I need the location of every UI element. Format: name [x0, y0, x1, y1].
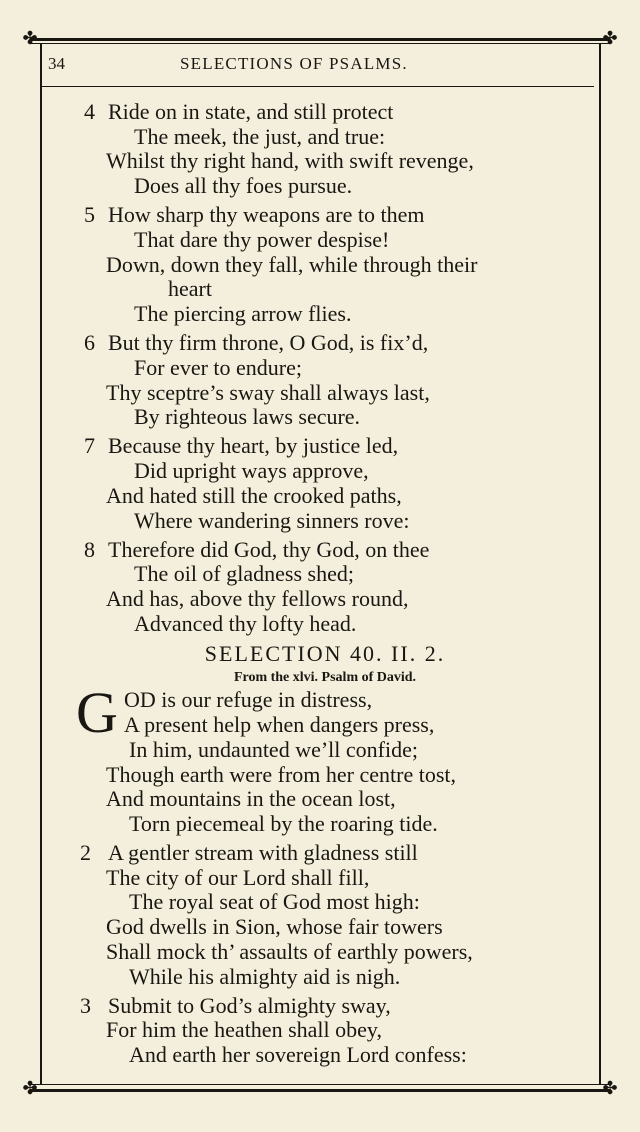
page-header	[40, 50, 600, 80]
verse-number: 4	[84, 99, 95, 124]
drop-cap: G	[76, 680, 118, 746]
stanza-5	[40, 203, 600, 326]
selection-stanza-2	[40, 841, 600, 989]
page-number: 34	[48, 54, 65, 73]
verse-line: For him the heathen shall obey,	[106, 1017, 382, 1043]
stanza-8	[40, 538, 600, 637]
verse-line	[40, 841, 600, 866]
stanza-6	[40, 331, 600, 430]
verse-line: Did upright ways approve,	[134, 458, 369, 484]
verse-line: The oil of gladness shed;	[134, 561, 354, 587]
verse-line: Advanced thy lofty head.	[134, 610, 357, 636]
bottom-border-rule	[30, 1089, 610, 1092]
top-border-thin-rule	[30, 43, 610, 44]
running-title: SELECTIONS OF PSALMS.	[180, 54, 408, 73]
selection-heading: SELECTION 40. II. 2.	[204, 641, 446, 667]
verse-line: The royal seat of God most high:	[129, 889, 420, 915]
verse-line: Does all thy foes pursue.	[134, 173, 353, 199]
verse-line: Whilst thy right hand, with swift revenge,	[106, 148, 474, 174]
selection-subheading: From the xlvi. Psalm of David.	[233, 670, 417, 686]
verse-line: Though earth were from her centre tost,	[106, 761, 457, 787]
verse-number: 7	[84, 433, 95, 459]
verse-line	[40, 100, 600, 125]
verse-line: The piercing arrow flies.	[134, 301, 352, 326]
selection-stanza-1	[40, 680, 600, 836]
selection-stanza-3	[40, 994, 600, 1068]
verse-line: That dare thy power despise!	[134, 226, 390, 252]
verse-text: A gentler stream with gladness still	[108, 840, 418, 866]
verse-line: Where wandering sinners rove:	[134, 507, 410, 533]
verse-line: While his almighty aid is nigh.	[129, 963, 401, 989]
verse-line	[40, 434, 600, 459]
verse-number: 3	[80, 992, 91, 1018]
verse-line	[40, 994, 600, 1019]
corner-ornament-icon: ✤	[602, 28, 618, 49]
verse-text: Therefore did God, thy God, on thee	[108, 536, 430, 562]
top-border-rule	[30, 38, 610, 41]
header-rule	[40, 86, 594, 87]
verse-line	[40, 331, 600, 356]
corner-ornament-icon: ✤	[22, 28, 38, 49]
verse-line: And hated still the crooked paths,	[106, 482, 402, 508]
verse-line: In him, undaunted we’ll confide;	[129, 736, 418, 762]
verse-text: Because thy heart, by justice led,	[108, 433, 399, 459]
bottom-border-thin-rule	[30, 1084, 610, 1085]
verse-line: A present help when dangers press,	[124, 712, 435, 738]
verse-number: 6	[84, 330, 95, 356]
verse-line: Down, down they fall, while through their	[106, 251, 478, 277]
verse-line: For ever to endure;	[134, 354, 302, 380]
verse-line: Torn piecemeal by the roaring tide.	[129, 810, 438, 836]
verse-text: Ride on in state, and still protect	[108, 99, 394, 124]
verse-number: 2	[80, 840, 91, 866]
corner-ornament-icon: ✤	[22, 1078, 38, 1099]
stanza-4	[40, 100, 600, 199]
corner-ornament-icon: ✤	[602, 1078, 618, 1099]
verse-line: Thy sceptre’s sway shall always last,	[106, 379, 430, 405]
verse-text: Submit to God’s almighty sway,	[108, 992, 391, 1018]
verse-line: OD is our refuge in distress,	[124, 687, 373, 713]
verse-number: 8	[84, 536, 95, 562]
verse-line: heart	[168, 276, 212, 302]
page-content	[40, 100, 600, 1068]
verse-line: The city of our Lord shall fill,	[106, 864, 370, 890]
stanza-7	[40, 434, 600, 533]
verse-text: But thy firm throne, O God, is fix’d,	[108, 330, 429, 356]
verse-line	[40, 203, 600, 228]
verse-text: How sharp thy weapons are to them	[108, 202, 425, 228]
verse-line: God dwells in Sion, whose fair towers	[106, 914, 443, 940]
verse-line: The meek, the just, and true:	[134, 123, 386, 149]
verse-line: And earth her sovereign Lord confess:	[129, 1042, 467, 1068]
verse-line: By righteous laws secure.	[134, 404, 361, 430]
verse-line	[40, 538, 600, 563]
verse-line: Shall mock th’ assaults of earthly powers,	[106, 938, 473, 964]
verse-number: 5	[84, 202, 95, 228]
verse-line: And mountains in the ocean lost,	[106, 786, 396, 812]
verse-line: And has, above thy fellows round,	[106, 586, 409, 612]
